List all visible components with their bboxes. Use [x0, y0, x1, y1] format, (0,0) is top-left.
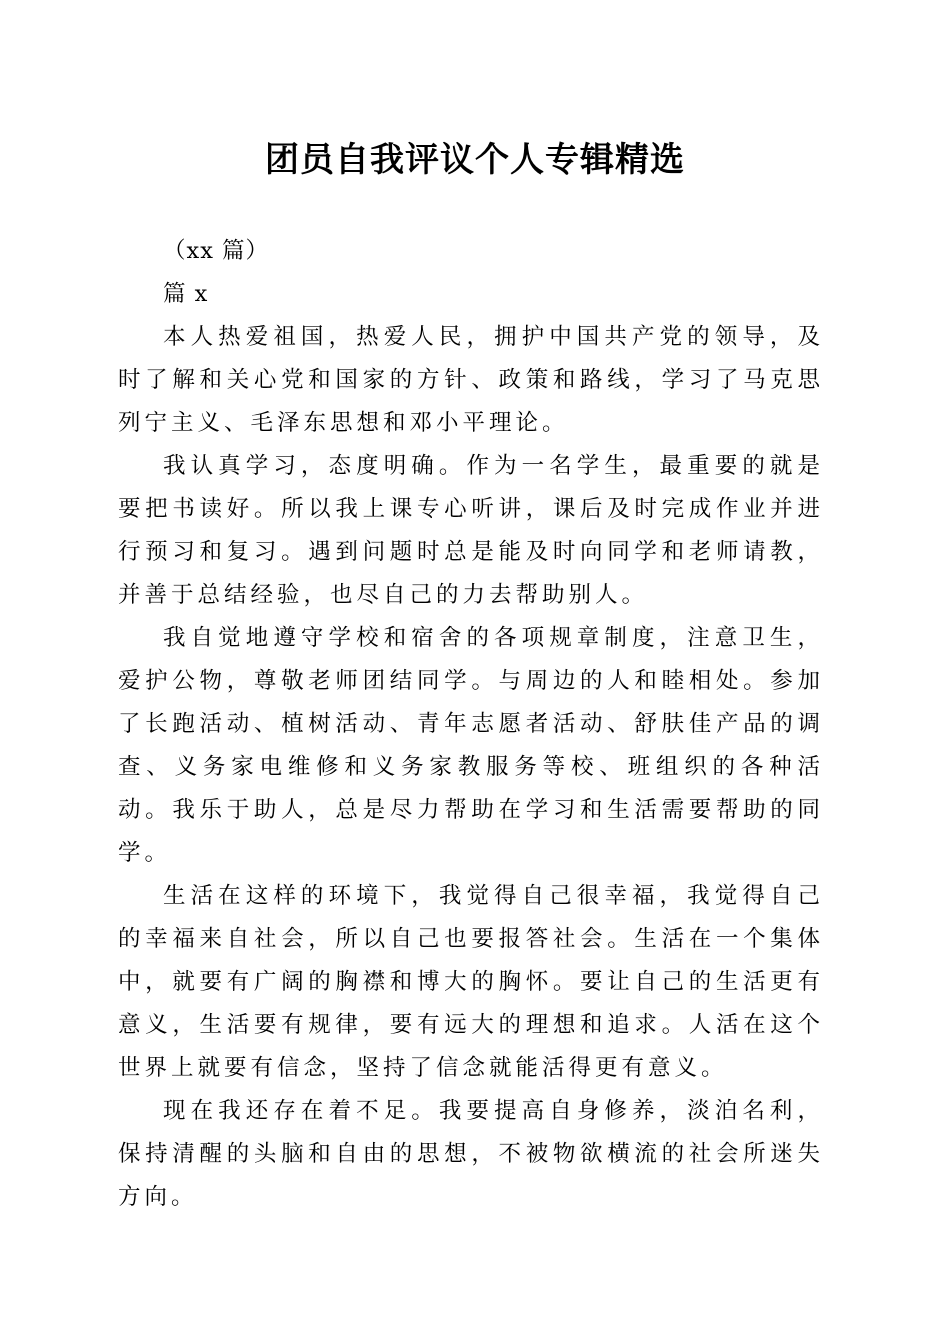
document-body [118, 230, 824, 1219]
paragraph: 本人热爱祖国，热爱人民，拥护中国共产党的领导，及时了解和关心党和国家的方针、政策和路线，学习了马克思列宁主义、毛泽东思想和邓小平理论。 [118, 324, 824, 436]
paragraph: 生活在这样的环境下，我觉得自己很幸福，我觉得自己的幸福来自社会，所以自己也要报答社会。生活在一个集体中，就要有广阔的胸襟和博大的胸怀。要让自己的生活更有意义，生活要有规律，要有远大的理想和追求。人活在这个世界上就要有信念，坚持了信念就能活得更有意义。 [118, 883, 824, 1081]
document-title: 团员自我评议个人专辑精选 [265, 140, 685, 180]
section-label: 篇 x [163, 281, 209, 307]
paragraph: 我自觉地遵守学校和宿舍的各项规章制度，注意卫生，爱护公物，尊敬老师团结同学。与周边的人和睦相处。参加了长跑活动、植树活动、青年志愿者活动、舒肤佳产品的调查、义务家电维修和义务家教服务等校、班组织的各种活动。我乐于助人，总是尽力帮助在学习和生活需要帮助的同学。 [118, 625, 824, 866]
paragraph: 我认真学习，态度明确。作为一名学生，最重要的就是要把书读好。所以我上课专心听讲，课后及时完成作业并进行预习和复习。遇到问题时总是能及时向同学和老师请教，并善于总结经验，也尽自己的力去帮助别人。 [118, 453, 824, 608]
count-note: （xx 篇） [163, 238, 270, 264]
paragraph: 现在我还存在着不足。我要提高自身修养，淡泊名利，保持清醒的头脑和自由的思想，不被物欲横流的社会所迷失方向。 [118, 1098, 824, 1210]
